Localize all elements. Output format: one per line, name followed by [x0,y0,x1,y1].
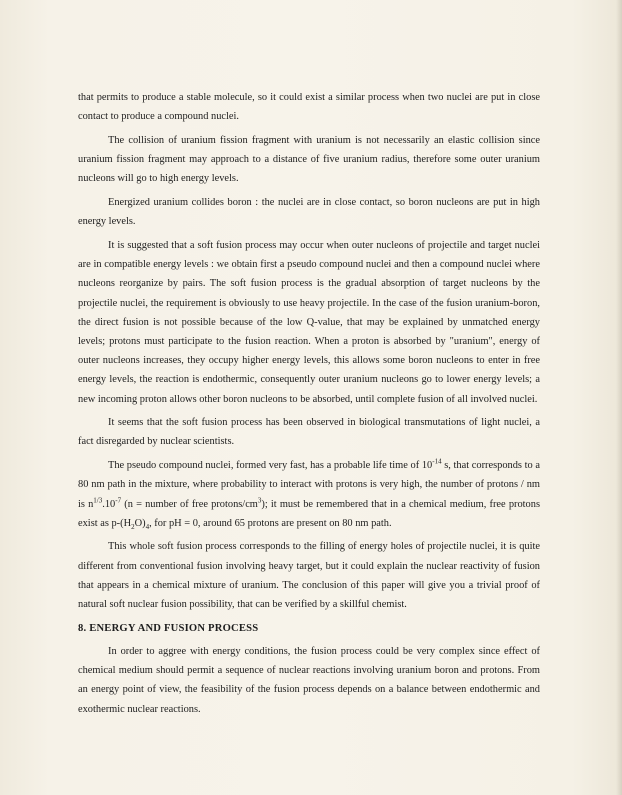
paragraph-4: It is suggested that a soft fusion process may occur when outer nucleons of projectile and target nuclei are in compatible energy levels : we obtain first a pseudo compound nuclei and then a compound nuclei where nucleons reorganize by pairs. The soft fusion process is the gradual absorption of target nucleons by the projectile nuclei, the requirement is obviously to use heavy projectile. In the case of the fusion uranium-boron, the direct fusion is not possible because of the low Q-value, that may be explained by unmatched energy levels; protons must participate to the fusion reaction. When a proton is absorbed by "uranium", energy of outer nucleons increases, they occupy higher energy levels, this allows some boron nucleons to enter in free energy levels, the reaction is endothermic, consequently outer uranium nucleons go to lower energy levels; a new incoming proton allows other boron nucleons to be absorbed, until complete fusion of all involved nuclei. [78,239,540,405]
paragraph-1: that permits to produce a stable molecule, so it could exist a similar process when two nuclei are put in close contact to produce a compound nuclei. [78,92,540,123]
paragraph-8: In order to aggree with energy conditions, the fusion process could be very complex since effect of chemical medium should permit a sequence of nuclear reactions involving uranium boron and protons. From an energy point of view, the feasibility of the fusion process depends on a balance between endothermic and exothermic nuclear reactions. [78,645,540,715]
paragraph-3: Energized uranium collides boron : the nuclei are in close contact, so boron nucleons are put in high energy levels. [78,197,540,228]
paragraph-6-text-a: The pseudo compound nuclei, formed very fast, has a probable life time of 10 [108,460,433,472]
subscript-hydrogen: 2 [131,522,135,531]
paragraph-6 [78,456,540,533]
paragraph-7: This whole soft fusion process corresponds to the filling of energy holes of projectile nuclei, it is quite different from conventional fusion involving heavy target, but it could explain the nuclear reactivity of fusion that appears in a chemical mixture of uranium. The conclusion of this paper will give you a trivial proof of natural soft nuclear fusion possibility, that can be verified by a skillful chemist. [78,541,540,611]
paragraph-5: It seems that the soft fusion process has been observed in biological transmutations of light nuclei, a fact disregarded by nuclear scientists. [78,417,540,448]
document-body [78,88,540,723]
exponent-lifetime: -14 [432,457,442,466]
exponent-cube-root: 1/3 [93,496,103,505]
scan-edge-shadow [616,0,622,795]
paragraph-2: The collision of uranium fission fragment with uranium is not necessarily an elastic collision since uranium fission fragment may approach to a distance of five uranium radius, therefore some outer uranium nucleons will go to high energy levels. [78,134,540,185]
exponent-scale: -7 [115,496,122,505]
paragraph-6-text-b: s, that corresponds to a 80 nm path in the mixture, where probability to interact with protons is very high, the number of protons / nm is n [78,460,540,510]
exponent-volume: 3 [257,496,262,505]
paragraph-6-text-d: (n = number of free protons/cm [121,498,258,510]
subscript-water-count: 4 [145,522,150,531]
paragraph-6-text-f: O) [134,517,146,529]
paragraph-6-text-e: ); it must be remembered that in a chemical medium, free protons exist as p-(H [78,498,540,529]
section-heading-8: 8. ENERGY AND FUSION PROCESS [78,622,259,634]
paragraph-6-text-g: , for pH = 0, around 65 protons are present on 80 nm path. [149,517,392,529]
paragraph-6-text-c: .10 [102,498,116,510]
